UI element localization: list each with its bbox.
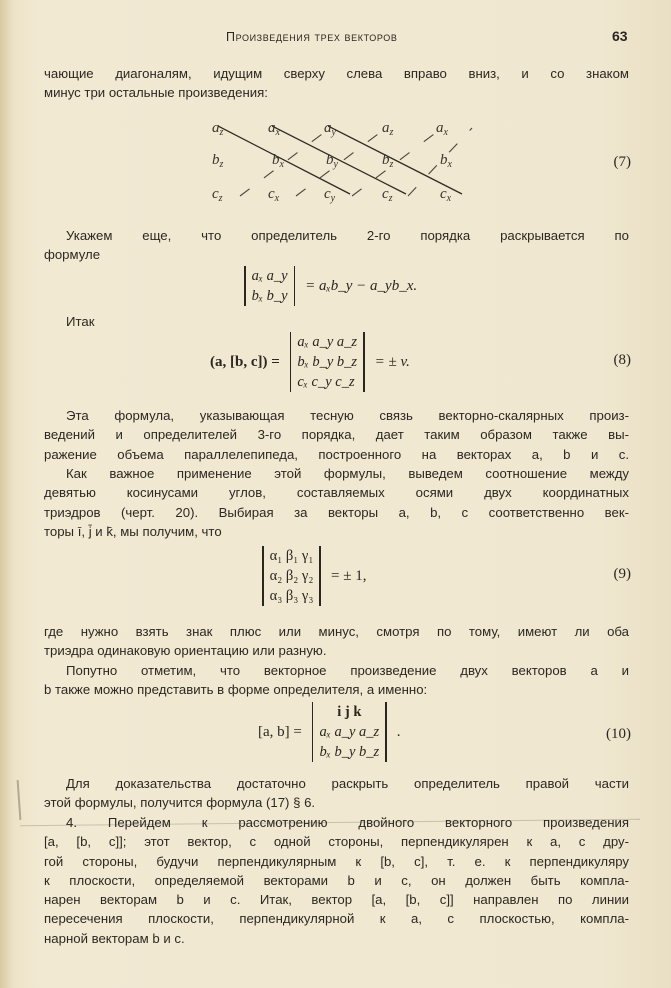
paragraph-cross-product: Попутно отметим, что векторное произведение двух векторов a и b также можно представить в форме определителя, а именно:: [44, 663, 629, 698]
svg-text:cz: $c_z$: [212, 186, 223, 204]
svg-text:by: $b_y$: [326, 152, 338, 170]
svg-text:cx: $c_x$: [440, 186, 452, 204]
svg-text:ax: $a_x$: [436, 120, 448, 138]
svg-text:cx: $c_x$: [268, 186, 280, 204]
paragraph-sign: где нужно взять знак плюс или минус, смотря по тому, имеют ли оба триэдра одинаковую ориентацию или разную.: [44, 624, 629, 659]
page-number: 63: [612, 28, 628, 44]
text-line: формуле: [44, 247, 101, 263]
paragraph-cosines: Как важное применение этой формулы, выведем соотношение между девятью косинусами углов, составляемых осями двух координатных триэдров (черт. 20). Выбирая за векторы a, b, c соответственно век- торы ī, j̄ и k̄, мы получим, что: [44, 466, 629, 539]
paragraph-2x2-intro: [44, 226, 629, 265]
equation-number-7: (7): [613, 154, 631, 170]
svg-text:cy: $c_y$: [324, 186, 336, 204]
sarrus-rule-diagram: [210, 114, 520, 214]
page-header: [0, 28, 671, 48]
equation-number-10: (10): [606, 726, 631, 742]
determinant-expansion: = aₓb_y − a_yb_x.: [305, 277, 418, 294]
svg-text:cz: $c_z$: [382, 186, 393, 204]
equation-9: α₁ β₁ γ₁ α₂ β₂ γ₂ α₃ β₃ γ₃ = ± 1,: [256, 546, 370, 606]
text-line: минус три остальные произведения:: [44, 85, 268, 101]
svg-text:ay: $a_y$: [324, 120, 336, 138]
paragraph-volume: Эта формула, указывающая тесную связь векторно-скалярных произ- ведений и определителей 3-го порядка, дает таким образом также вы- ражение объема параллелепипеда, построенного на векторах a, b и c.: [44, 408, 629, 462]
running-title: Произведения трех векторов: [226, 30, 398, 44]
svg-text:bz: $b_z$: [382, 152, 394, 170]
text-line: Укажем еще, что определитель 2-го порядка раскрывается по: [66, 228, 629, 243]
paragraph-double-cross: 4. Перейдем к рассмотрению двойного векторного произведения [a, [b, c]]; этот вектор, с одной стороны, перпендикулярен к a, с дру- гой стороны, будучи перпендикулярным к [b, c], т. е. к перпендикуляру к плоскости, определяемой векторами b и c, он должен быть компла- нарен векторам b и c. Итак, вектор [a, [b, c]] направлен по линии пересечения плоскости, перпендикулярной к a, с плоскостью, компла- нарной векторам b и c.: [44, 815, 629, 946]
paragraph-continuation: [44, 64, 629, 103]
svg-text:bx: $b_x$: [440, 152, 452, 170]
equation-number-8: (8): [613, 352, 631, 368]
svg-text:ax: $a_x$: [268, 120, 280, 138]
text-line: чающие диагоналям, идущим сверху слева вправо вниз, и со знаком: [44, 66, 629, 81]
equation-number-9: (9): [613, 566, 631, 582]
diagram-label-az: $a_z$: [212, 120, 224, 138]
svg-text:bz: $b_z$: [212, 152, 224, 170]
itak-label: Итак: [66, 314, 95, 329]
equation-8: (a, [b, c]) = aₓ a_y a_z bₓ b_y b_z cₓ c_y c_z = ± v.: [210, 334, 410, 390]
svg-text:az: $a_z$: [382, 120, 394, 138]
svg-text:bx: $b_x$: [272, 152, 284, 170]
pencil-margin-mark: [17, 780, 22, 820]
equation-10: [a, b] = i j k aₓ a_y a_z bₓ b_y b_z .: [258, 704, 401, 760]
equation-2x2-determinant: aₓ a_y bₓ b_y = aₓb_y − a_yb_x.: [238, 266, 421, 306]
paragraph-proof: Для доказательства достаточно раскрыть определитель правой части этой формулы, получится формула (17) § 6.: [44, 776, 629, 811]
